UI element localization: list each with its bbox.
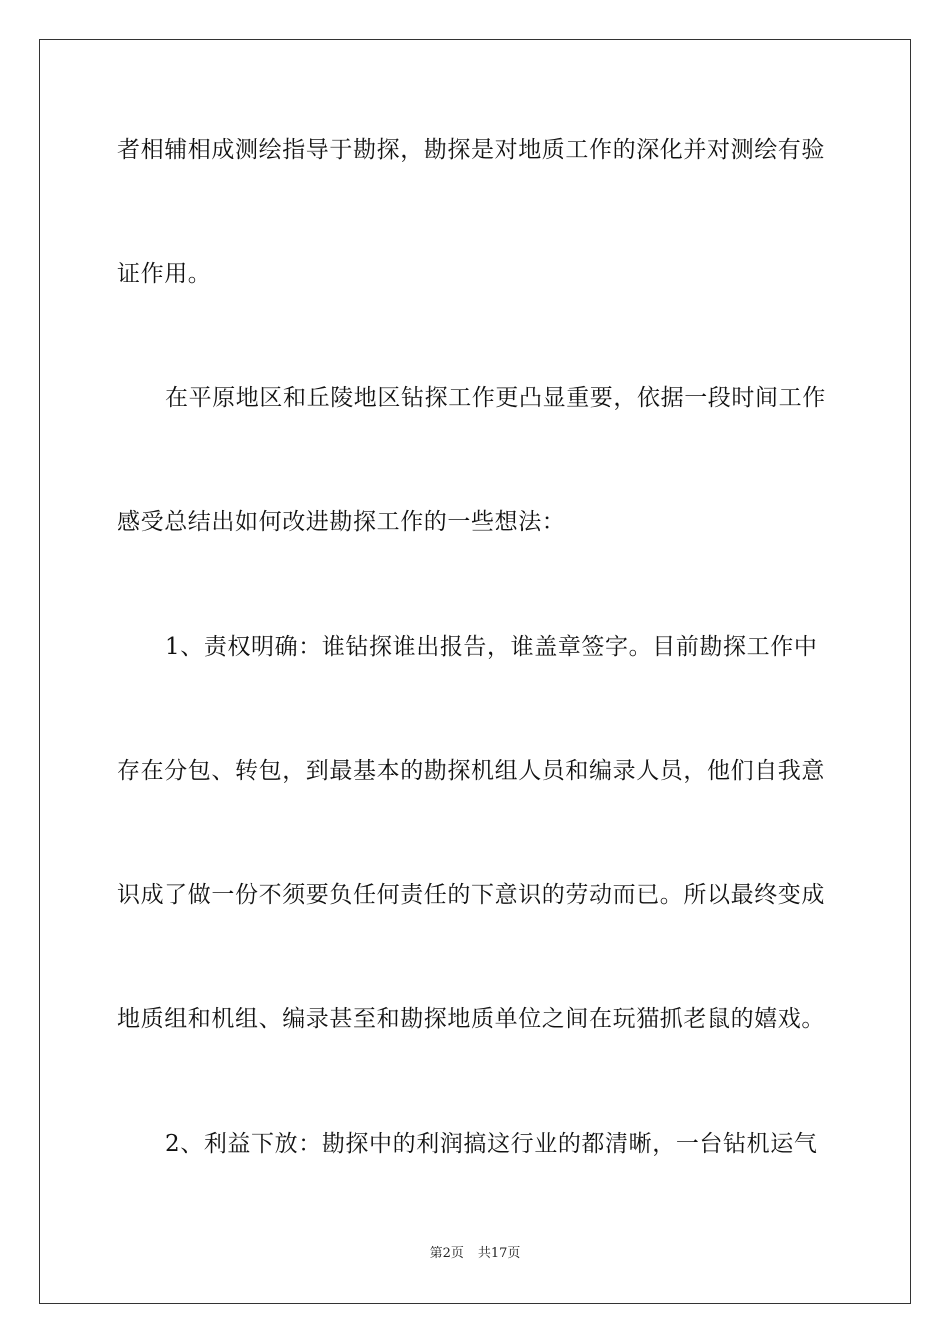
page-number: 第2页 bbox=[429, 1246, 464, 1261]
page-total: 共17页 bbox=[477, 1246, 521, 1261]
text-line: 感受总结出如何改进勘探工作的一些想法： bbox=[117, 509, 566, 535]
text-line: 识成了做一份不须要负任何责任的下意识的劳动而已。所以最终变成 bbox=[117, 882, 825, 908]
page-footer bbox=[0, 1246, 950, 1262]
text-line: 地质组和机组、编录甚至和勘探地质单位之间在玩猫抓老鼠的嬉戏。 bbox=[117, 1006, 825, 1032]
paragraph-start-line: 在平原地区和丘陵地区钻探工作更凸显重要，依据一段时间工作 bbox=[165, 385, 826, 411]
list-item-1-line: 1、责权明确：谁钻探谁出报告，谁盖章签字。目前勘探工作中 bbox=[165, 634, 818, 660]
text-line: 存在分包、转包，到最基本的勘探机组人员和编录人员，他们自我意 bbox=[117, 758, 825, 784]
list-item-2-line: 2、利益下放：勘探中的利润搞这行业的都清晰，一台钻机运气 bbox=[165, 1131, 818, 1157]
page-border bbox=[39, 39, 911, 1304]
text-line: 者相辅相成测绘指导于勘探，勘探是对地质工作的深化并对测绘有验 bbox=[117, 137, 825, 163]
text-line: 证作用。 bbox=[117, 261, 212, 287]
